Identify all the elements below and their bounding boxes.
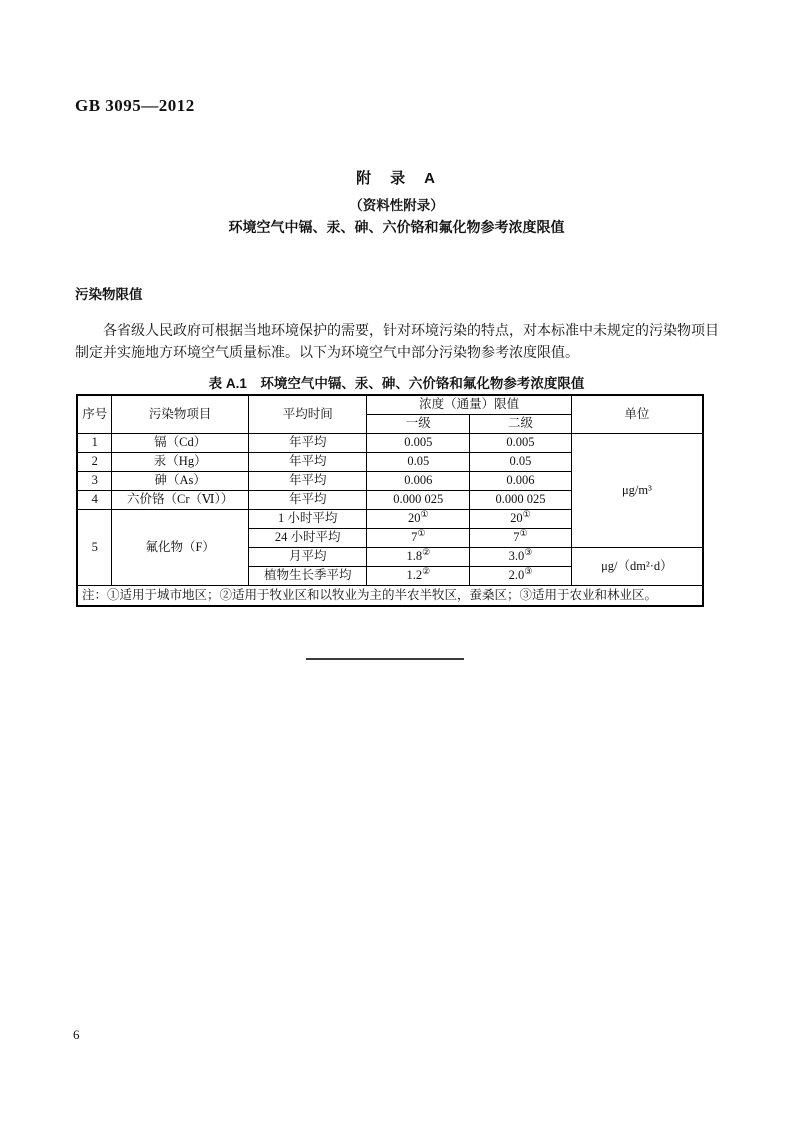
body-paragraph: 各省级人民政府可根据当地环境保护的需要，针对环境污染的特点，对本标准中未规定的污染物项目制定并实施地方环境空气质量标准。以下为环境空气中部分污染物参考浓度限值。 xyxy=(75,324,719,361)
col-header-unit: 单位 xyxy=(571,395,703,433)
cell-pollutant: 六价铬（Cr（Ⅵ）） xyxy=(112,490,249,509)
cell-time: 年平均 xyxy=(248,471,367,490)
cell-no: 3 xyxy=(77,471,112,490)
footnote-mark: ① xyxy=(417,527,426,538)
cell-no: 4 xyxy=(77,490,112,509)
footnote-mark: ② xyxy=(422,565,431,576)
cell-time: 24 小时平均 xyxy=(248,528,367,547)
cell-time: 月平均 xyxy=(248,547,367,566)
cell-time: 年平均 xyxy=(248,490,367,509)
col-header-avg-time: 平均时间 xyxy=(248,395,367,433)
cell-time: 植物生长季平均 xyxy=(248,566,367,585)
cell-pollutant: 氟化物（F） xyxy=(112,509,249,585)
cell-grade1: 0.000 025 xyxy=(367,490,470,509)
footnote-mark: ③ xyxy=(524,565,533,576)
footnote-mark: ① xyxy=(519,527,528,538)
cell-grade1: 0.05 xyxy=(367,452,470,471)
appendix-heading: 环境空气中镉、汞、砷、六价铬和氟化物参考浓度限值 xyxy=(228,219,565,235)
section-heading: 污染物限值 xyxy=(75,287,143,302)
col-header-no: 序号 xyxy=(77,395,112,433)
cell-no: 1 xyxy=(77,433,112,452)
page-number: 6 xyxy=(73,1027,80,1042)
header-row-1 xyxy=(77,395,703,414)
footnote-mark: ② xyxy=(422,546,431,557)
footnote-mark: ① xyxy=(420,508,429,519)
table-row xyxy=(77,433,703,452)
cell-grade1: 1.2② xyxy=(367,566,470,585)
note-row xyxy=(77,585,703,606)
cell-grade2: 3.0③ xyxy=(470,547,572,566)
cell-grade1: 20① xyxy=(367,509,470,528)
cell-grade2: 7① xyxy=(470,528,572,547)
cell-grade1: 0.006 xyxy=(367,471,470,490)
cell-grade1: 7① xyxy=(367,528,470,547)
cell-grade2: 0.000 025 xyxy=(470,490,572,509)
cell-no: 5 xyxy=(77,509,112,585)
cell-grade1: 1.8② xyxy=(367,547,470,566)
col-header-limit-group: 浓度（通量）限值 xyxy=(367,395,571,414)
table-note: 注：①适用于城市地区；②适用于牧业区和以牧业为主的半农半牧区，蚕桑区；③适用于农业和林业区。 xyxy=(77,585,703,606)
cell-grade2: 0.005 xyxy=(470,433,572,452)
col-header-pollutant: 污染物项目 xyxy=(112,395,249,433)
cell-grade2: 0.006 xyxy=(470,471,572,490)
cell-grade1: 0.005 xyxy=(367,433,470,452)
cell-time: 年平均 xyxy=(248,452,367,471)
cell-no: 2 xyxy=(77,452,112,471)
cell-grade2: 2.0③ xyxy=(470,566,572,585)
standard-number: GB 3095—2012 xyxy=(75,96,195,115)
cell-pollutant: 镉（Cd） xyxy=(112,433,249,452)
end-of-document-line xyxy=(306,658,464,660)
footnote-mark: ③ xyxy=(524,546,533,557)
appendix-title: 附 录 A xyxy=(356,170,437,187)
unit-cell-ug-m3: μg/m³ xyxy=(571,433,703,547)
appendix-subtitle: （资料性附录） xyxy=(349,198,444,213)
cell-time: 1 小时平均 xyxy=(248,509,367,528)
cell-grade2: 0.05 xyxy=(470,452,572,471)
unit-cell-ug-dm2d: μg/（dm²·d） xyxy=(571,547,703,585)
col-header-grade1: 一级 xyxy=(367,414,470,433)
cell-pollutant: 砷（As） xyxy=(112,471,249,490)
footnote-mark: ① xyxy=(522,508,531,519)
cell-grade2: 20① xyxy=(470,509,572,528)
table-caption: 表 A.1 环境空气中镉、汞、砷、六价铬和氟化物参考浓度限值 xyxy=(208,376,585,391)
cell-pollutant: 汞（Hg） xyxy=(112,452,249,471)
cell-time: 年平均 xyxy=(248,433,367,452)
col-header-grade2: 二级 xyxy=(470,414,572,433)
limits-table xyxy=(76,394,704,607)
